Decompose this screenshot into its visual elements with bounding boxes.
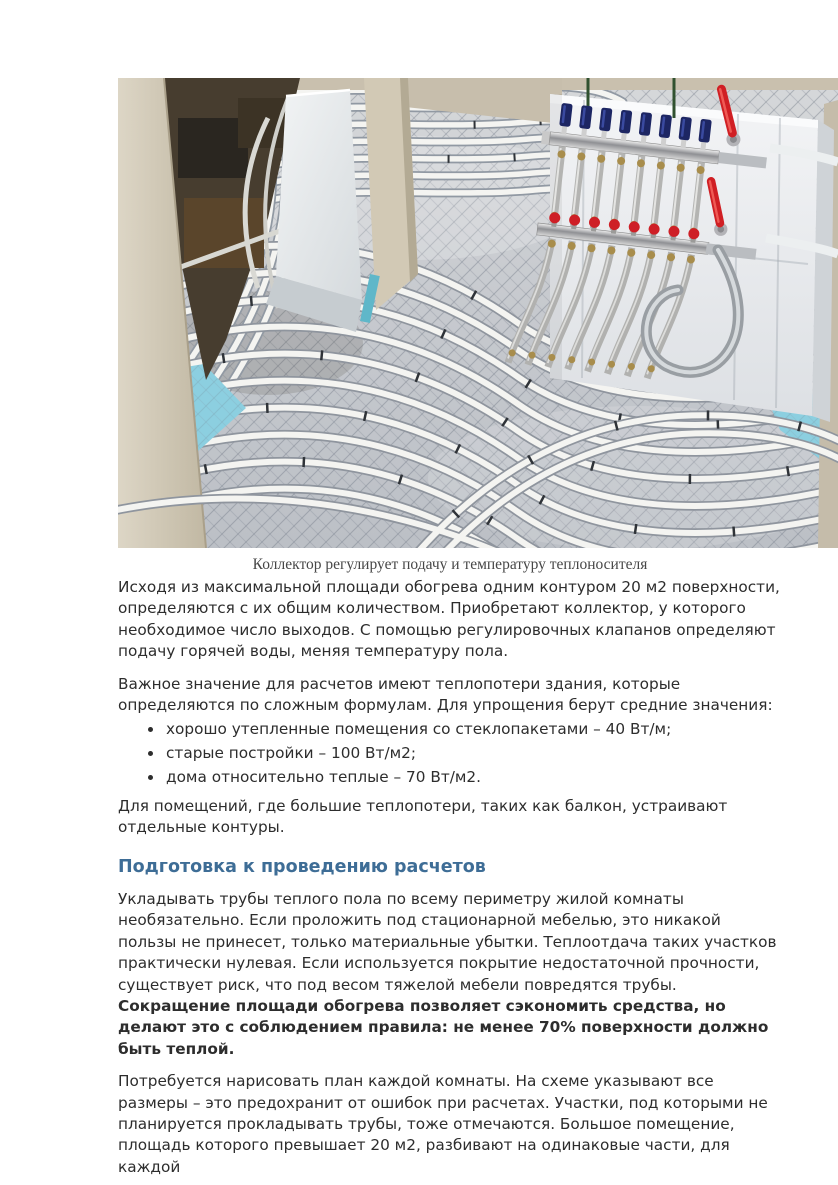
paragraph-separate-circuits: Для помещений, где большие теплопотери, таких как балкон, устраивают отдельные контуры. xyxy=(118,796,728,837)
paragraph-layout-rules-normal: Укладывать трубы теплого пола по всему периметру жилой комнаты необязательно. Если проложить под стационарной мебелью, это никакой пользы не принесет, только материальные убытки. Теплоотдача таких участков практически нулевая. Если используется покрытие недостаточной прочности, существует риск, что под весом тяжелой мебели повредятся трубы. xyxy=(118,889,777,994)
underfloor-heating-photo xyxy=(118,78,838,548)
photo-caption: Коллектор регулирует подачу и температуру теплоносителя xyxy=(252,556,648,573)
paragraph-room-plan: Потребуется нарисовать план каждой комнаты. На схеме указывают все размеры – это предохранит от ошибок при расчетах. Участки, под которыми не планируется прокладывать трубы, тоже отмечаются. Большое помещение, площадь которого превышает 20 м2, разбивают на одинаковые части, для каждой xyxy=(118,1072,768,1176)
section-heading-preparation: Подготовка к проведению расчетов xyxy=(118,857,486,878)
paragraph-heat-loss: Важное значение для расчетов имеют теплопотери здания, которые определяются по сложным формулам. Для упрощения берут средние значения: xyxy=(118,674,773,715)
list-item: • дома относительно теплые – 70 Вт/м2. xyxy=(164,767,782,788)
list-item: • старые постройки – 100 Вт/м2; xyxy=(164,743,782,764)
figure-underfloor-heating xyxy=(118,78,838,577)
paragraph-layout-rules-bold: Сокращение площади обогрева позволяет сэкономить средства, но делают это с соблюдением правила: не менее 70% поверхности должно быть теплой. xyxy=(118,997,769,1058)
paragraph-layout-rules xyxy=(118,889,782,1060)
heat-loss-values-list xyxy=(118,719,782,788)
list-item: • хорошо утепленные помещения со стеклопакетами – 40 Вт/м; xyxy=(164,719,782,740)
article-body xyxy=(118,577,782,1178)
article-content xyxy=(118,78,838,1185)
paragraph-collector-count: Исходя из максимальной площади обогрева одним контуром 20 м2 поверхности, определяются с их общим количеством. Приобретают коллектор, у которого необходимое число выходов. С помощью регулировочных клапанов определяют подачу горячей воды, меняя температуру пола. xyxy=(118,578,780,661)
